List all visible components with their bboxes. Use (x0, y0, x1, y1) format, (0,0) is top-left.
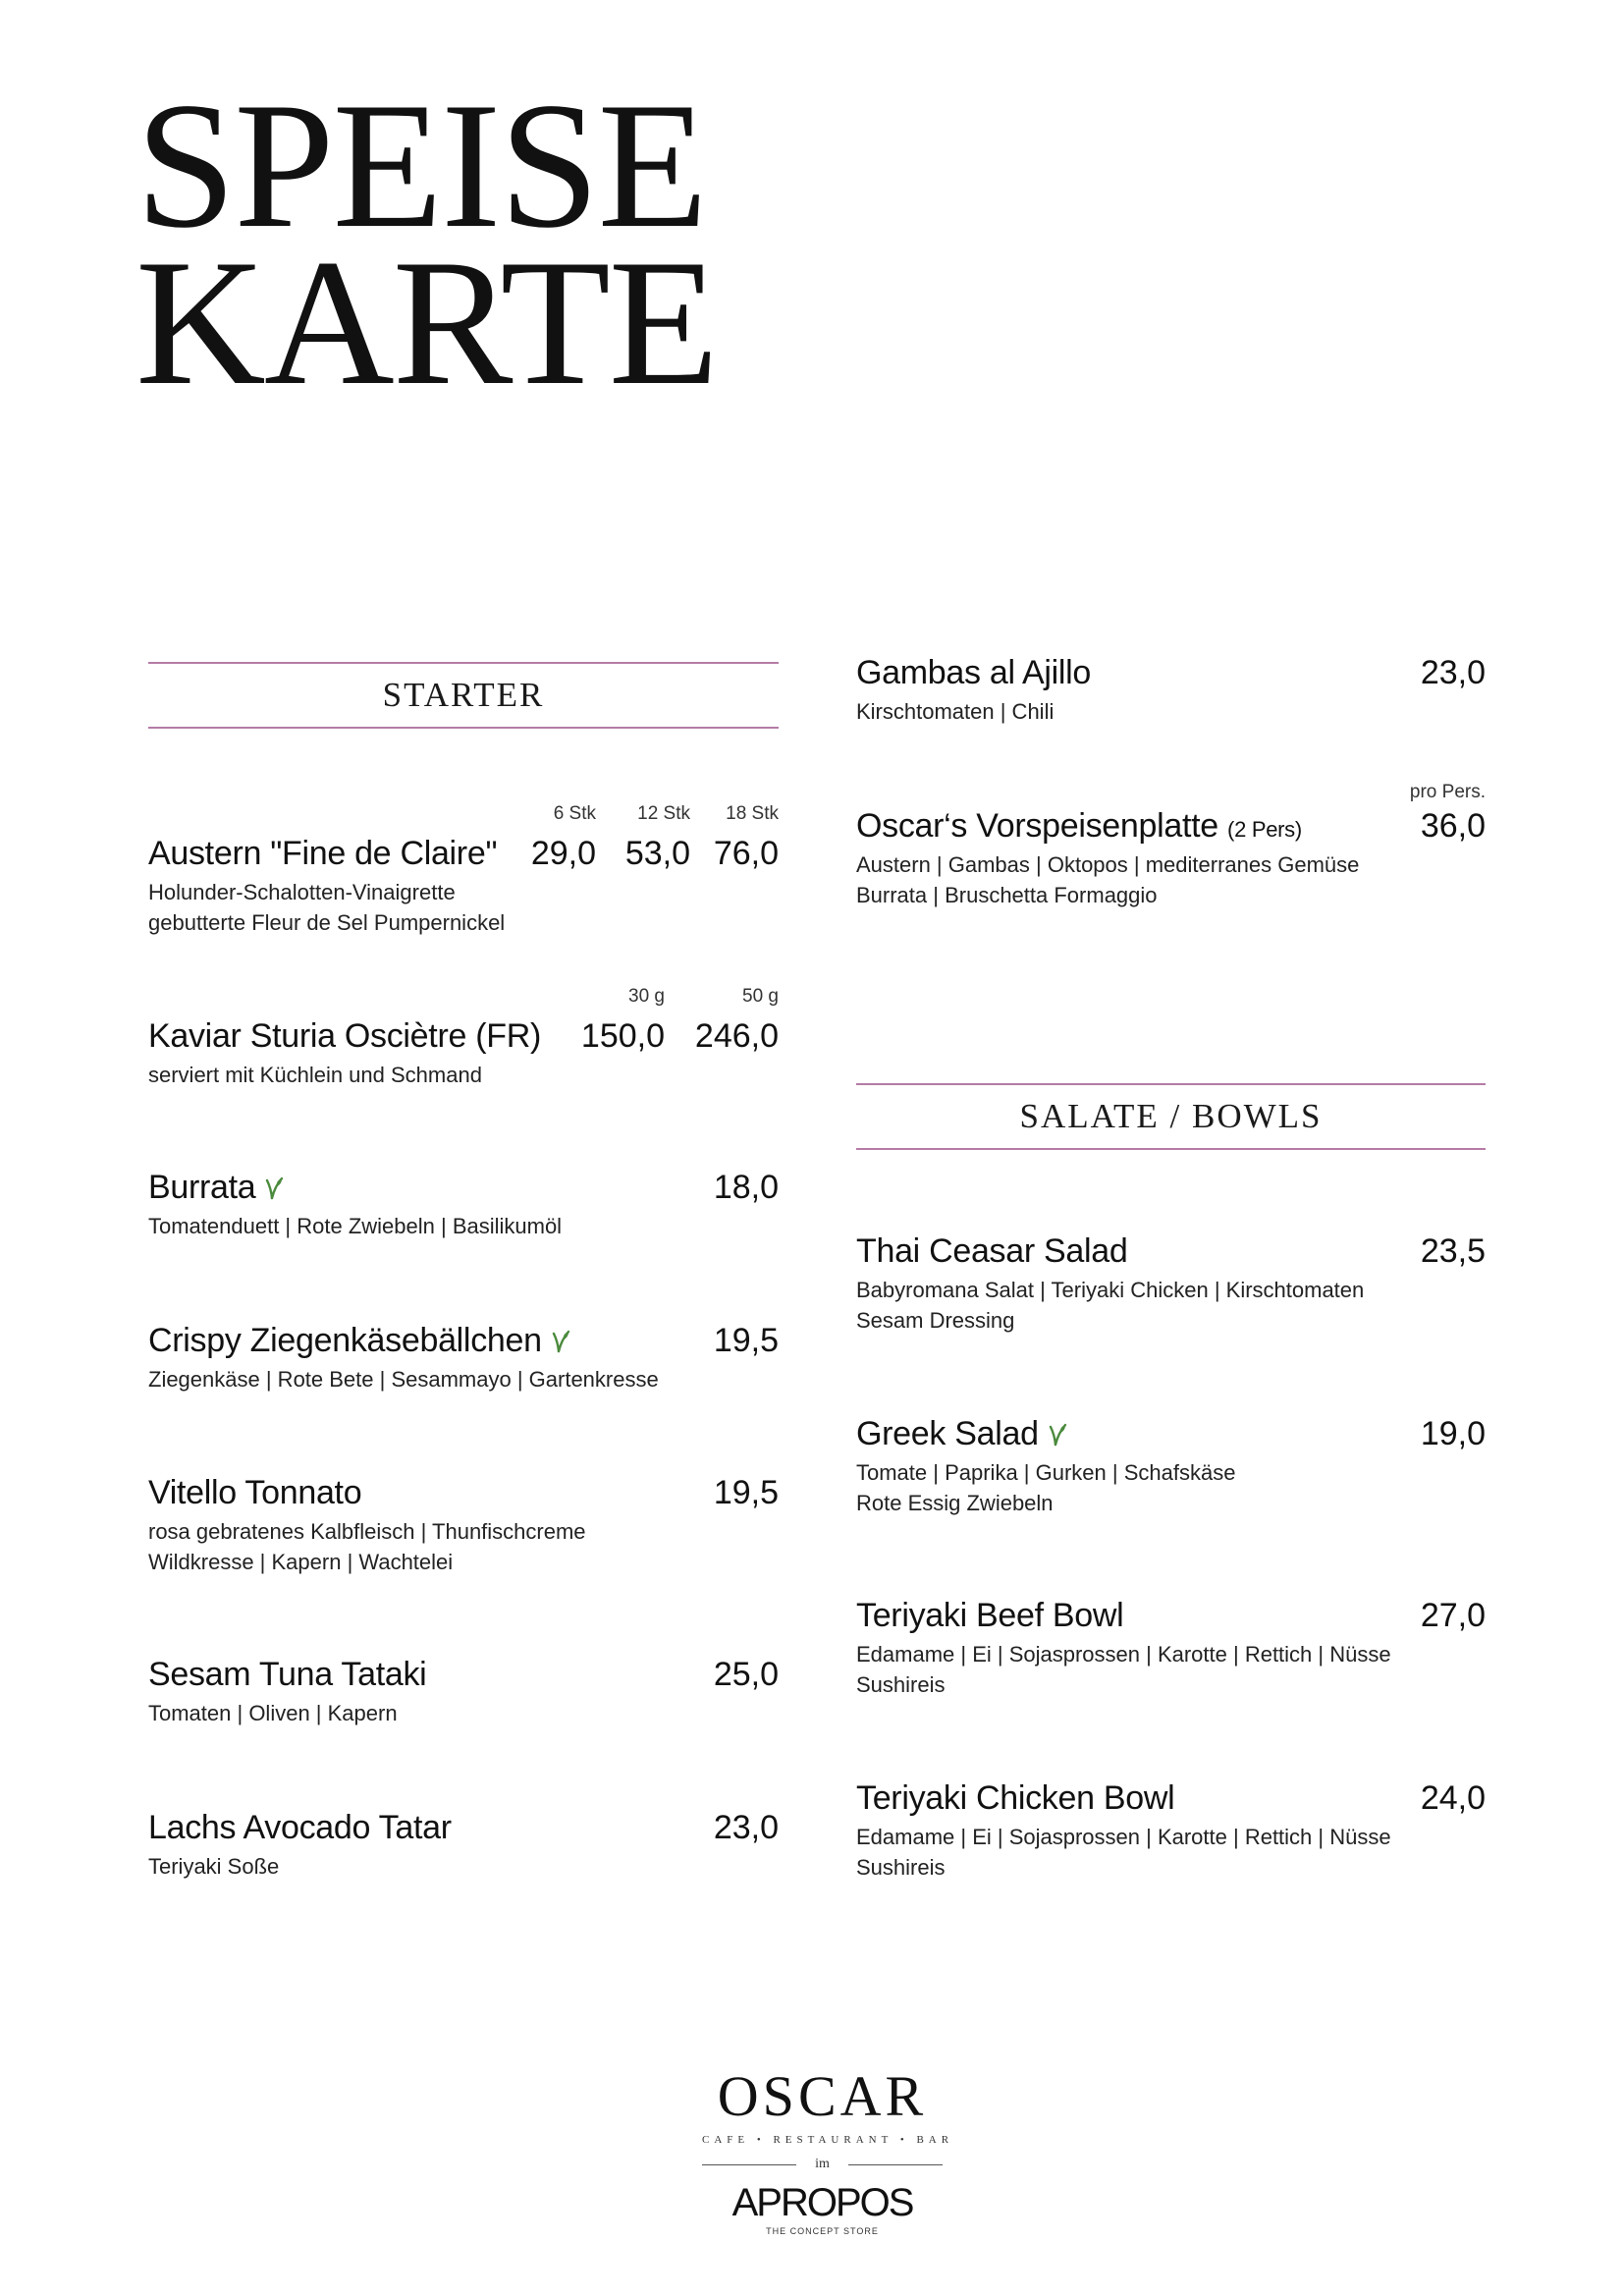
item-description: Austern | Gambas | Oktopos | mediterranes Gemüse (856, 852, 1360, 877)
item-prices (570, 1017, 779, 1056)
unit-label: 50 g (742, 986, 779, 1007)
item-description: rosa gebratenes Kalbfleisch | Thunfischcreme (148, 1519, 586, 1544)
logo-divider (702, 2152, 943, 2177)
item-price: 246,0 (694, 1017, 779, 1055)
item-name: Teriyaki Chicken Bowl (856, 1779, 1175, 1817)
unit-label: 6 Stk (553, 803, 596, 824)
item-description: Teriyaki Soße (148, 1854, 280, 1879)
item-description: Holunder-Schalotten-Vinaigrette (148, 880, 456, 904)
item-name (856, 807, 1302, 846)
item-name: Sesam Tuna Tataki (148, 1656, 427, 1693)
item-name-text: Greek Salad (856, 1415, 1039, 1452)
item-name-text: Oscar‘s Vorspeisenplatte (856, 807, 1218, 845)
item-description: Sushireis (856, 1855, 946, 1880)
item-name (148, 1322, 571, 1360)
menu-item-greek-salad (856, 1415, 1486, 1518)
item-name: Teriyaki Beef Bowl (856, 1597, 1124, 1634)
item-description: Sesam Dressing (856, 1308, 1015, 1333)
item-description: Ziegenkäse | Rote Bete | Sesammayo | Gartenkresse (148, 1367, 659, 1392)
item-price: 36,0 (1420, 807, 1486, 845)
item-name: Gambas al Ajillo (856, 654, 1091, 691)
logo-subtitle: CAFE • RESTAURANT • BAR (702, 2134, 954, 2146)
item-name (856, 1415, 1068, 1453)
menu-title (135, 65, 718, 422)
unit-label: 18 Stk (726, 803, 779, 824)
item-description: serviert mit Küchlein und Schmand (148, 1063, 482, 1087)
item-name: Thai Ceasar Salad (856, 1232, 1128, 1270)
starter-heading-text: STARTER (382, 676, 545, 714)
menu-item-teriyaki-beef-bowl (856, 1597, 1486, 1700)
menu-title-line-1: SPEISE (135, 65, 707, 265)
item-name (148, 1169, 285, 1207)
item-price: 76,0 (713, 835, 779, 872)
item-description: Tomate | Paprika | Gurken | Schafskäse (856, 1460, 1236, 1485)
item-description: Tomaten | Oliven | Kapern (148, 1701, 398, 1725)
starter-heading (148, 662, 779, 729)
menu-item-gambas-al-ajillo (856, 654, 1486, 727)
menu-item-crispy-ziegenkaese (148, 1322, 779, 1394)
logo-store-tagline: THE CONCEPT STORE (766, 2226, 879, 2236)
menu-item-burrata (148, 1169, 779, 1241)
menu-item-vorspeisenplatte (856, 782, 1486, 910)
item-description: Tomatenduett | Rote Zwiebeln | Basilikumöl (148, 1214, 563, 1238)
item-price: 150,0 (580, 1017, 665, 1055)
item-description: gebutterte Fleur de Sel Pumpernickel (148, 910, 506, 935)
restaurant-logo (702, 2064, 954, 2236)
menu-item-sesam-tuna-tataki (148, 1656, 779, 1728)
item-price: 27,0 (1420, 1597, 1486, 1634)
item-name-suffix: (2 Pers) (1227, 817, 1302, 842)
item-description: Wildkresse | Kapern | Wachtelei (148, 1550, 454, 1574)
salate-heading-text: SALATE / BOWLS (1019, 1097, 1323, 1135)
item-price: 19,0 (1420, 1415, 1486, 1452)
salate-heading (856, 1083, 1486, 1150)
item-price: 18,0 (713, 1169, 779, 1206)
menu-item-austern (148, 803, 779, 938)
menu-item-kaviar (148, 986, 779, 1090)
vegetarian-leaf-icon (550, 1328, 571, 1353)
vegetarian-leaf-icon (1047, 1421, 1068, 1447)
item-prices (515, 835, 779, 873)
menu-item-vitello-tonnato (148, 1474, 779, 1577)
logo-im: im (815, 2157, 830, 2171)
item-units (537, 803, 779, 825)
item-name: Vitello Tonnato (148, 1474, 362, 1511)
unit-label: 12 Stk (637, 803, 690, 824)
item-name-text: Crispy Ziegenkäsebällchen (148, 1322, 542, 1359)
item-name-text: Burrata (148, 1169, 256, 1206)
item-name: Kaviar Sturia Osciètre (FR) (148, 1017, 541, 1055)
item-price: 25,0 (713, 1656, 779, 1693)
logo-apropos: APROPOS (731, 2181, 913, 2224)
item-description: Edamame | Ei | Sojasprossen | Karotte | Rettich | Nüsse (856, 1825, 1391, 1849)
item-price: 23,0 (1420, 654, 1486, 691)
item-description: Sushireis (856, 1672, 946, 1697)
item-description: Rote Essig Zwiebeln (856, 1491, 1054, 1515)
item-price: 29,0 (530, 835, 596, 872)
unit-label: pro Pers. (1409, 782, 1486, 802)
item-description: Edamame | Ei | Sojasprossen | Karotte | Rettich | Nüsse (856, 1642, 1391, 1667)
item-price: 23,5 (1420, 1232, 1486, 1270)
item-price: 53,0 (624, 835, 690, 872)
vegetarian-leaf-icon (263, 1175, 285, 1200)
item-description: Burrata | Bruschetta Formaggio (856, 883, 1158, 907)
unit-label: 30 g (628, 986, 665, 1007)
item-price: 24,0 (1420, 1779, 1486, 1817)
logo-oscar: OSCAR (717, 2064, 928, 2128)
menu-title-line-2: KARTE (135, 222, 718, 422)
menu-item-thai-ceasar-salad (856, 1232, 1486, 1336)
item-name: Lachs Avocado Tatar (148, 1809, 452, 1846)
menu-item-teriyaki-chicken-bowl (856, 1779, 1486, 1883)
item-description: Babyromana Salat | Teriyaki Chicken | Kirschtomaten (856, 1278, 1365, 1302)
item-units (586, 986, 779, 1008)
item-price: 19,5 (713, 1474, 779, 1511)
item-price: 23,0 (713, 1809, 779, 1846)
item-price: 19,5 (713, 1322, 779, 1359)
item-name: Austern "Fine de Claire" (148, 835, 498, 872)
menu-item-lachs-avocado-tatar (148, 1809, 779, 1882)
item-description: Kirschtomaten | Chili (856, 699, 1055, 724)
